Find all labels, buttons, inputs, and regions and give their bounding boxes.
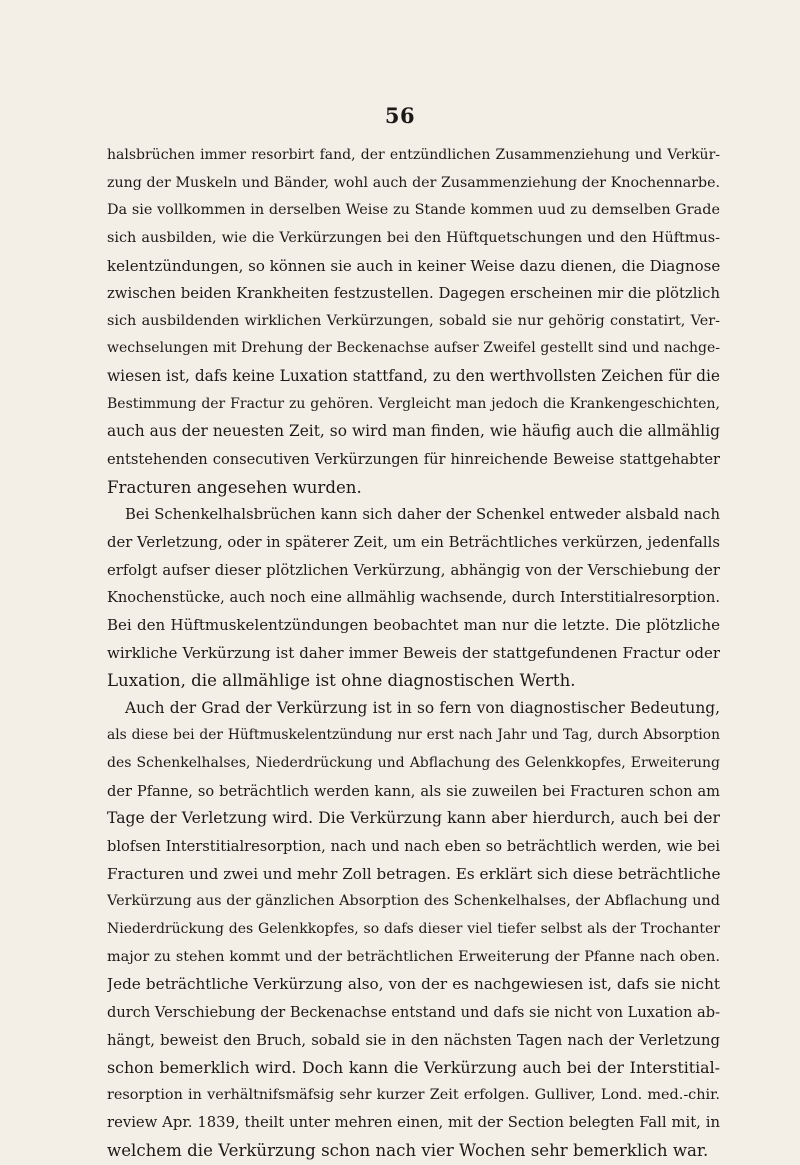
text-line: resorption in verhältnifsmäfsig sehr kurzer Zeit erfolgen. Gulliver, Lond. med.-chir. <box>107 1086 720 1103</box>
text-line: Tage der Verletzung wird. Die Verkürzung kann aber hierdurch, auch bei der <box>107 809 720 828</box>
text-line: wirkliche Verkürzung ist daher immer Beweis der stattgefundenen Fractur oder <box>107 643 720 662</box>
paragraph <box>107 695 720 1165</box>
text-line: Niederdrückung des Gelenkkopfes, so dafs dieser viel tiefer selbst als der Trochanter <box>107 920 720 937</box>
body-text <box>107 142 720 1165</box>
text-line: sich ausbildenden wirklichen Verkürzungen, sobald sie nur gehörig constatirt, Ver- <box>107 312 720 329</box>
text-line: Bei den Hüftmuskelentzündungen beobachtet man nur die letzte. Die plötzliche <box>107 615 720 634</box>
text-line: Bei Schenkelhalsbrüchen kann sich daher der Schenkel entweder alsbald nach <box>125 506 720 524</box>
text-line: wechselungen mit Drehung der Beckenachse aufser Zweifel gestellt sind und nachge- <box>107 340 720 357</box>
text-line: Bestimmung der Fractur zu gehören. Vergleicht man jedoch die Krankengeschichten, <box>107 395 720 412</box>
text-line: zwischen beiden Krankheiten festzustellen. Dagegen erscheinen mir die plötzlich <box>107 285 720 303</box>
text-line: Jede beträchtliche Verkürzung also, von der es nachgewiesen ist, dafs sie nicht <box>107 975 720 994</box>
text-line: major zu stehen kommt und der beträchtlichen Erweiterung der Pfanne nach oben. <box>107 948 720 965</box>
text-line: Luxation, die allmählige ist ohne diagnostischen Werth. <box>107 671 576 691</box>
text-line: der Pfanne, so beträchtlich werden kann, als sie zuweilen bei Fracturen schon am <box>107 782 720 800</box>
text-line: Verkürzung aus der gänzlichen Absorption des Schenkelhalses, der Abflachung und <box>107 893 720 910</box>
text-line: zung der Muskeln und Bänder, wohl auch der Zusammenziehung der Knochennarbe. <box>107 174 720 191</box>
text-line: welchem die Verkürzung schon nach vier Wochen sehr bemerklich war. <box>107 1141 709 1161</box>
text-line: kelentzündungen, so können sie auch in keiner Weise dazu dienen, die Diagnose <box>107 256 720 275</box>
text-line: halsbrüchen immer resorbirt fand, der entzündlichen Zusammenziehung und Verkür- <box>107 147 720 163</box>
text-line: schon bemerklich wird. Doch kann die Verkürzung auch bei der Interstitial- <box>107 1058 720 1078</box>
paragraph <box>107 501 720 694</box>
text-line: hängt, beweist den Bruch, sobald sie in den nächsten Tagen nach der Verletzung <box>107 1031 720 1049</box>
text-line: Fracturen und zwei und mehr Zoll betragen. Es erklärt sich diese beträchtliche <box>107 864 720 883</box>
text-line: Fracturen angesehen wurden. <box>107 477 362 497</box>
text-line: durch Verschiebung der Beckenachse entstand und dafs sie nicht von Luxation ab- <box>107 1003 720 1021</box>
text-line: blofsen Interstitialresorption, nach und nach eben so beträchtlich werden, wie bei <box>107 838 720 856</box>
text-line: entstehenden consecutiven Verkürzungen für hinreichende Beweise stattgehabter <box>107 451 720 469</box>
text-line: review Apr. 1839, theilt unter mehren einen, mit der Section belegten Fall mit, in <box>107 1114 720 1132</box>
text-line: des Schenkelhalses, Niederdrückung und Abflachung des Gelenkkopfes, Erweiterung <box>107 755 720 772</box>
text-line: erfolgt aufser dieser plötzlichen Verkürzung, abhängig von der Verschiebung der <box>107 561 720 579</box>
paragraph <box>107 142 720 501</box>
text-line: wiesen ist, dafs keine Luxation stattfand, zu den werthvollsten Zeichen für die <box>107 367 720 386</box>
text-line: der Verletzung, oder in späterer Zeit, um ein Beträchtliches verkürzen, jedenfalls <box>107 533 720 551</box>
text-line: sich ausbilden, wie die Verkürzungen bei den Hüftquetschungen und den Hüftmus- <box>107 229 720 246</box>
text-line: auch aus der neuesten Zeit, so wird man finden, wie häufig auch die allmählig <box>107 422 720 441</box>
text-line: Da sie vollkommen in derselben Weise zu Stande kommen uud zu demselben Grade <box>107 202 720 219</box>
text-line: Auch der Grad der Verkürzung ist in so fern von diagnostischer Bedeutung, <box>125 698 720 717</box>
page-number: 56 <box>384 103 416 128</box>
text-line: Knochenstücke, auch noch eine allmählig wachsende, durch Interstitialresorption. <box>107 589 720 607</box>
text-line: als diese bei der Hüftmuskelentzündung nur erst nach Jahr und Tag, durch Absorption <box>107 727 720 744</box>
